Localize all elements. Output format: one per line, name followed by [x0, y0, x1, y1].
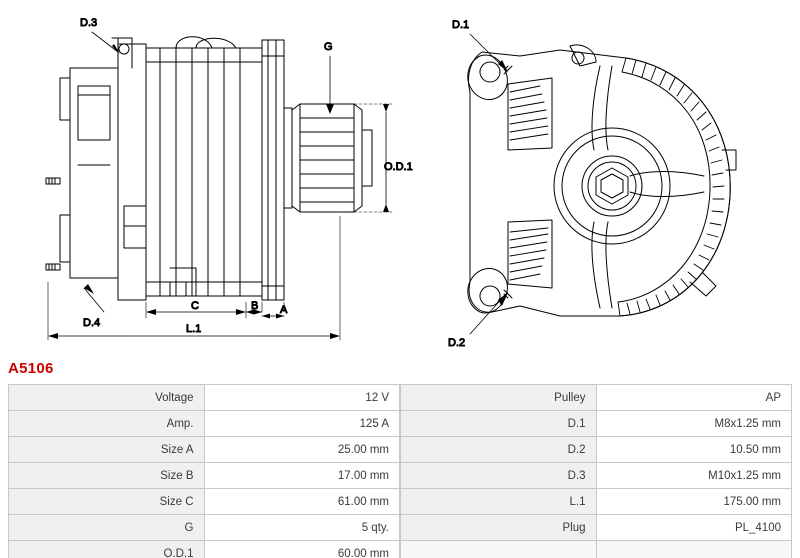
spec-value: 125 A: [204, 411, 400, 437]
part-number: A5106: [8, 360, 54, 377]
table-row: [401, 489, 792, 515]
label-d1: D.1: [452, 19, 470, 31]
spec-key: D.3: [401, 463, 597, 489]
front-view: [448, 19, 736, 349]
label-d4: D.4: [83, 317, 101, 329]
table-row: [401, 515, 792, 541]
table-row: [9, 463, 400, 489]
label-g: G: [324, 41, 333, 53]
spec-key: Size B: [9, 463, 205, 489]
specification-tables: [8, 384, 792, 558]
table-row: [9, 437, 400, 463]
spec-value: 175.00 mm: [596, 489, 792, 515]
spec-key: G: [9, 515, 205, 541]
table-row: [9, 541, 400, 558]
spec-value: 5 qty.: [204, 515, 400, 541]
spec-key: Voltage: [9, 385, 205, 411]
label-od1: O.D.1: [384, 161, 413, 173]
spec-value: 25.00 mm: [204, 437, 400, 463]
spec-key-empty: [401, 541, 597, 558]
table-row: [401, 385, 792, 411]
label-d2: D.2: [448, 337, 466, 349]
label-c: C: [191, 300, 199, 312]
spec-table-right: [400, 384, 792, 558]
spec-value: AP: [596, 385, 792, 411]
side-view: [46, 17, 413, 340]
table-row: [9, 385, 400, 411]
table-row: [9, 489, 400, 515]
spec-value: M8x1.25 mm: [596, 411, 792, 437]
table-row: [401, 463, 792, 489]
spec-value: 61.00 mm: [204, 489, 400, 515]
label-b: B: [251, 300, 259, 312]
spec-key: Pulley: [401, 385, 597, 411]
spec-value: 60.00 mm: [204, 541, 400, 558]
spec-value: M10x1.25 mm: [596, 463, 792, 489]
spec-value-empty: [596, 541, 792, 558]
spec-value: 10.50 mm: [596, 437, 792, 463]
spec-table-left: [8, 384, 400, 558]
table-row: [401, 411, 792, 437]
spec-key: Plug: [401, 515, 597, 541]
spec-value: PL_4100: [596, 515, 792, 541]
table-row: [401, 541, 792, 558]
spec-key: Size A: [9, 437, 205, 463]
spec-key: D.2: [401, 437, 597, 463]
spec-key: Amp.: [9, 411, 205, 437]
spec-key: D.1: [401, 411, 597, 437]
label-a: A: [280, 304, 288, 316]
spec-key: Size C: [9, 489, 205, 515]
table-row: [9, 515, 400, 541]
table-row: [401, 437, 792, 463]
table-row: [9, 411, 400, 437]
spec-key: O.D.1: [9, 541, 205, 558]
spec-key: L.1: [401, 489, 597, 515]
spec-value: 17.00 mm: [204, 463, 400, 489]
label-l1: L.1: [186, 323, 202, 335]
label-d3: D.3: [80, 17, 98, 29]
spec-value: 12 V: [204, 385, 400, 411]
